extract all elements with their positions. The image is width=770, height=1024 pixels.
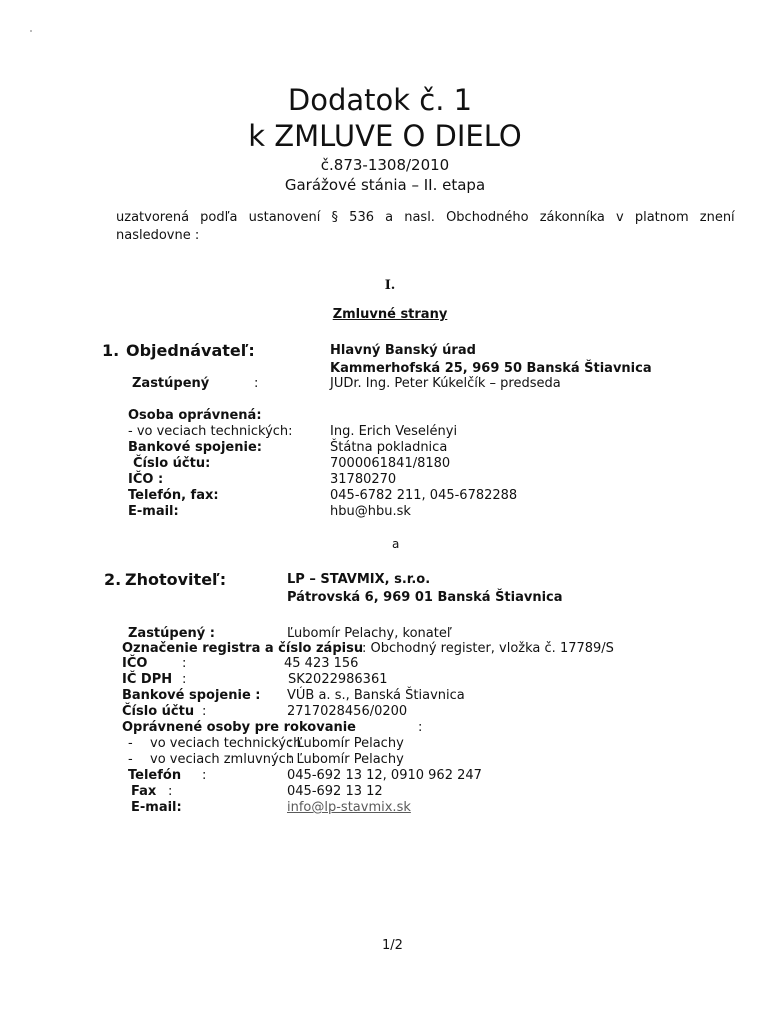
party2-ico-colon: :	[182, 656, 187, 671]
party2-name: LP – STAVMIX, s.r.o.	[287, 572, 431, 587]
party2-heading-number: 2.	[104, 570, 122, 589]
document-subtitle: k ZMLUVE O DIELO	[248, 119, 522, 153]
party2-technical-dash: -	[128, 736, 133, 751]
party2-dic-label: IČ DPH	[122, 672, 173, 687]
party2-bank-label: Bankové spojenie :	[122, 688, 261, 703]
party1-bank-label: Bankové spojenie:	[128, 440, 262, 455]
party1-account-value: 7000061841/8180	[330, 456, 451, 471]
party1-address: Kammerhofská 25, 969 50 Banská Štiavnica	[330, 361, 652, 376]
party1-email-value: hbu@hbu.sk	[330, 504, 411, 519]
party2-ico-label: IČO	[122, 656, 148, 671]
section-number: I.	[384, 278, 396, 293]
party2-authorized-label: Oprávnené osoby pre rokovanie	[122, 720, 356, 735]
party1-represented-colon: :	[254, 376, 259, 391]
section-title: Zmluvné strany	[332, 307, 448, 322]
scan-speck	[30, 30, 32, 32]
party1-bank-value: Štátna pokladnica	[330, 440, 448, 455]
party1-name: Hlavný Banský úrad	[330, 343, 476, 358]
party1-phone-value: 045-6782 211, 045-6782288	[330, 488, 518, 503]
party1-technical-value: Ing. Erich Veselényi	[330, 424, 458, 439]
party2-account-colon: :	[202, 704, 207, 719]
party1-account-label: Číslo účtu:	[133, 456, 211, 471]
party1-heading: Objednávateľ:	[126, 341, 255, 360]
conjunction: a	[392, 537, 400, 551]
party2-technical-value: : Ľubomír Pelachy	[288, 736, 404, 751]
party1-technical-label: - vo veciach technických:	[128, 424, 293, 439]
party2-technical-label: vo veciach technických	[150, 736, 302, 751]
party1-represented-value: JUDr. Ing. Peter Kúkelčík – predseda	[330, 376, 561, 391]
party2-account-label: Číslo účtu	[122, 704, 195, 719]
party1-phone-label: Telefón, fax:	[128, 488, 219, 503]
document-title: Dodatok č. 1	[287, 83, 473, 117]
party2-contract-value: : Ľubomír Pelachy	[288, 752, 404, 767]
party2-authorized-colon: :	[418, 720, 423, 735]
party2-phone-label: Telefón	[128, 768, 182, 783]
party2-fax-value: 045-692 13 12	[287, 784, 383, 799]
page-number: 1/2	[382, 938, 403, 953]
party2-account-value: 2717028456/0200	[287, 704, 408, 719]
party2-registry-value: : Obchodný register, vložka č. 17789/S	[362, 641, 614, 656]
party1-ico-label: IČO :	[128, 472, 164, 487]
party2-contract-dash: -	[128, 752, 133, 767]
party1-heading-number: 1.	[102, 341, 120, 360]
party2-dic-colon: :	[182, 672, 187, 687]
party1-ico-value: 31780270	[330, 472, 397, 487]
party2-phone-colon: :	[202, 768, 207, 783]
party2-dic-value: SK2022986361	[288, 672, 388, 687]
party2-registry-label: Označenie registra a číslo zápisu	[122, 641, 364, 656]
party2-email-label: E-mail:	[131, 800, 182, 815]
party2-fax-colon: :	[168, 784, 173, 799]
contract-subject: Garážové stánia – II. etapa	[284, 176, 486, 194]
party2-heading: Zhotoviteľ:	[125, 570, 227, 589]
party2-phone-value: 045-692 13 12, 0910 962 247	[287, 768, 482, 783]
party2-email-link[interactable]: info@lp-stavmix.sk	[287, 800, 411, 815]
party2-contract-label: vo veciach zmluvných	[150, 752, 295, 767]
party2-bank-value: VÚB a. s., Banská Štiavnica	[287, 688, 465, 703]
party2-represented-value: Ľubomír Pelachy, konateľ	[287, 626, 452, 641]
party1-represented-label: Zastúpený	[132, 376, 210, 391]
contract-number: č.873-1308/2010	[320, 156, 450, 174]
party2-ico-value: 45 423 156	[284, 656, 359, 671]
party2-address: Pátrovská 6, 969 01 Banská Štiavnica	[287, 590, 563, 605]
party1-authorized-label: Osoba oprávnená:	[128, 408, 262, 423]
party2-represented-label: Zastúpený :	[128, 626, 215, 641]
intro-line-1: uzatvorená podľa ustanovení § 536 a nasl. Obchodného zákonníka v platnom znení	[116, 210, 735, 225]
party1-email-label: E-mail:	[128, 504, 179, 519]
intro-line-2: nasledovne :	[116, 228, 200, 243]
party2-fax-label: Fax	[131, 784, 157, 799]
